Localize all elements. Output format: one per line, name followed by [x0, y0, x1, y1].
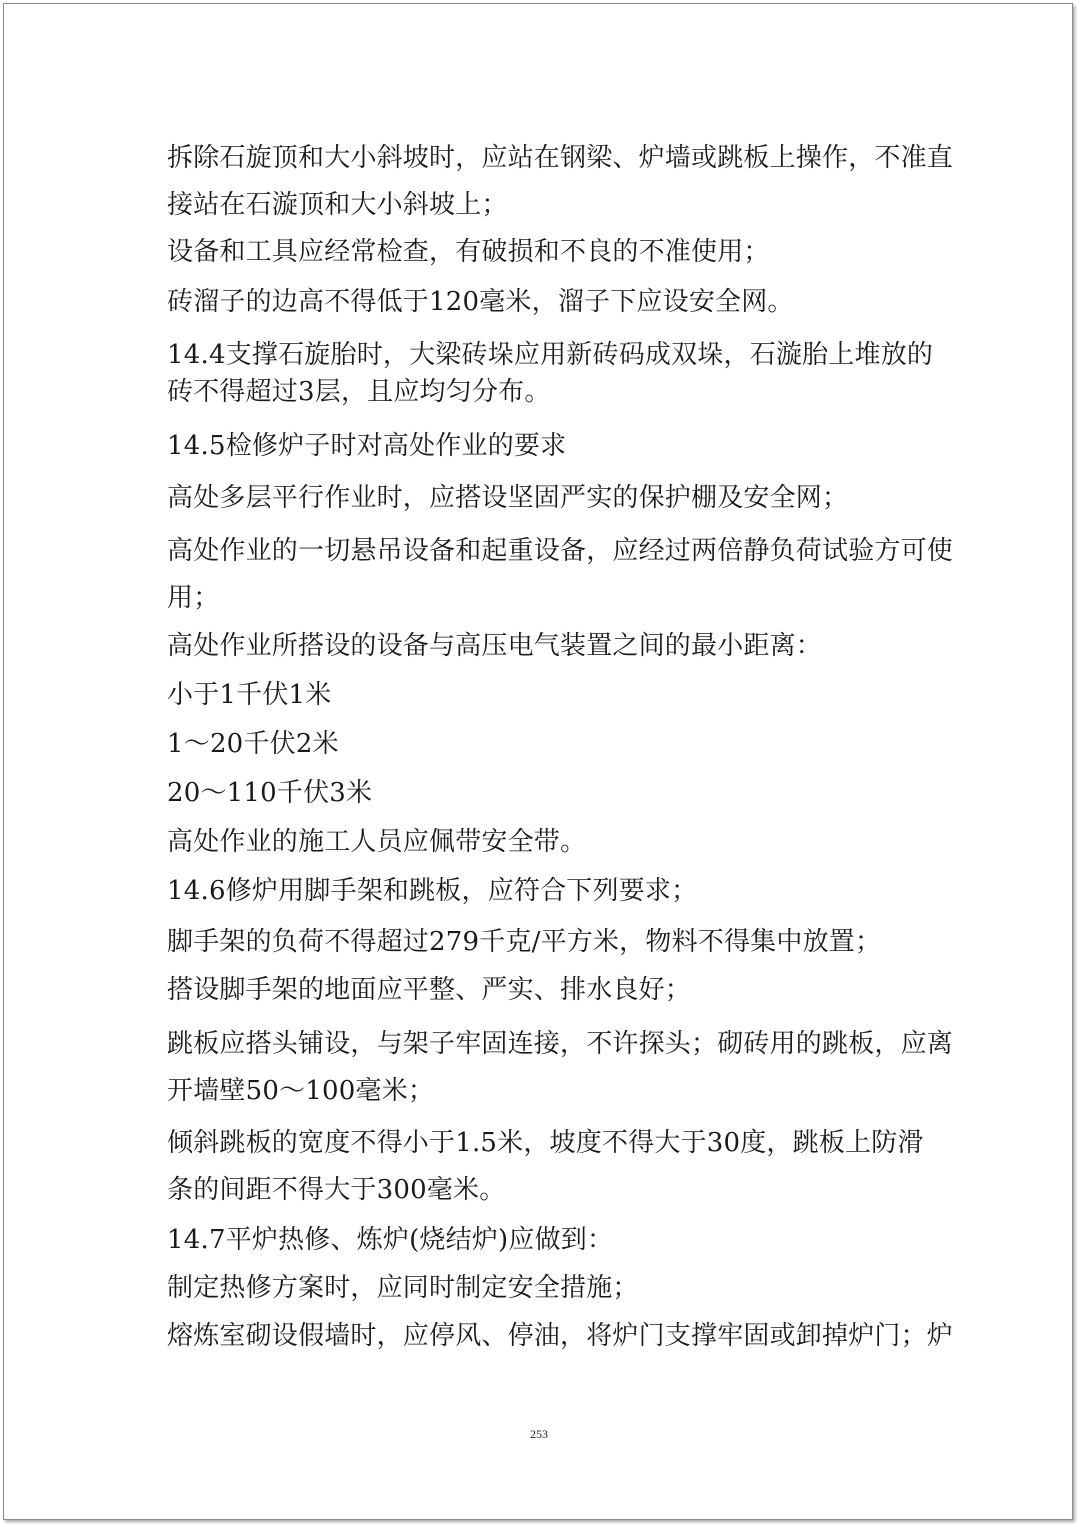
- document-page: [3, 3, 1073, 1520]
- text-line: 小于1千伏1米: [167, 680, 332, 710]
- text-line: 倾斜跳板的宽度不得小于1.5米，坡度不得大于30度，跳板上防滑: [167, 1128, 924, 1158]
- text-line: 高处多层平行作业时，应搭设坚固严实的保护棚及安全网；: [167, 483, 849, 513]
- text-line: 高处作业所搭设的设备与高压电气装置之间的最小距离：: [167, 631, 823, 661]
- text-line: 熔炼室砌设假墙时，应停风、停油，将炉门支撑牢固或卸掉炉门；炉: [167, 1321, 954, 1351]
- text-line: 高处作业的一切悬吊设备和起重设备，应经过两倍静负荷试验方可使: [167, 536, 954, 566]
- section-heading: 14.6修炉用脚手架和跳板，应符合下列要求；: [167, 876, 698, 906]
- text-line: 设备和工具应经常检查，有破损和不良的不准使用；: [167, 237, 770, 267]
- text-line: 14.4支撑石旋胎时，大梁砖垛应用新砖码成双垛，石漩胎上堆放的: [167, 340, 934, 370]
- page-number: 253: [530, 1427, 548, 1441]
- text-line: 1～20千伏2米: [167, 729, 339, 759]
- text-line: 开墙壁50～100毫米；: [167, 1076, 435, 1106]
- section-heading: 14.7平炉热修、炼炉(烧结炉)应做到：: [167, 1225, 614, 1255]
- text-line: 高处作业的施工人员应佩带安全带。: [167, 827, 587, 857]
- text-line: 脚手架的负荷不得超过279千克/平方米，物料不得集中放置；: [167, 927, 882, 957]
- text-line: 条的间距不得大于300毫米。: [167, 1175, 506, 1205]
- text-line: 搭设脚手架的地面应平整、严实、排水良好；: [167, 975, 692, 1005]
- text-line: 接站在石漩顶和大小斜坡上；: [167, 190, 508, 220]
- text-line: 砖不得超过3层，且应均匀分布。: [167, 377, 551, 407]
- text-line: 砖溜子的边高不得低于120毫米，溜子下应设安全网。: [167, 287, 794, 317]
- text-line: 制定热修方案时，应同时制定安全措施；: [167, 1273, 639, 1303]
- section-heading: 14.5检修炉子时对高处作业的要求: [167, 431, 567, 461]
- text-line: 20～110千伏3米: [167, 778, 373, 808]
- text-line: 拆除石旋顶和大小斜坡时，应站在钢梁、炉墙或跳板上操作，不准直: [167, 143, 954, 173]
- text-line: 跳板应搭头铺设，与架子牢固连接，不许探头；砌砖用的跳板，应离: [167, 1029, 954, 1059]
- text-line: 用；: [167, 583, 220, 613]
